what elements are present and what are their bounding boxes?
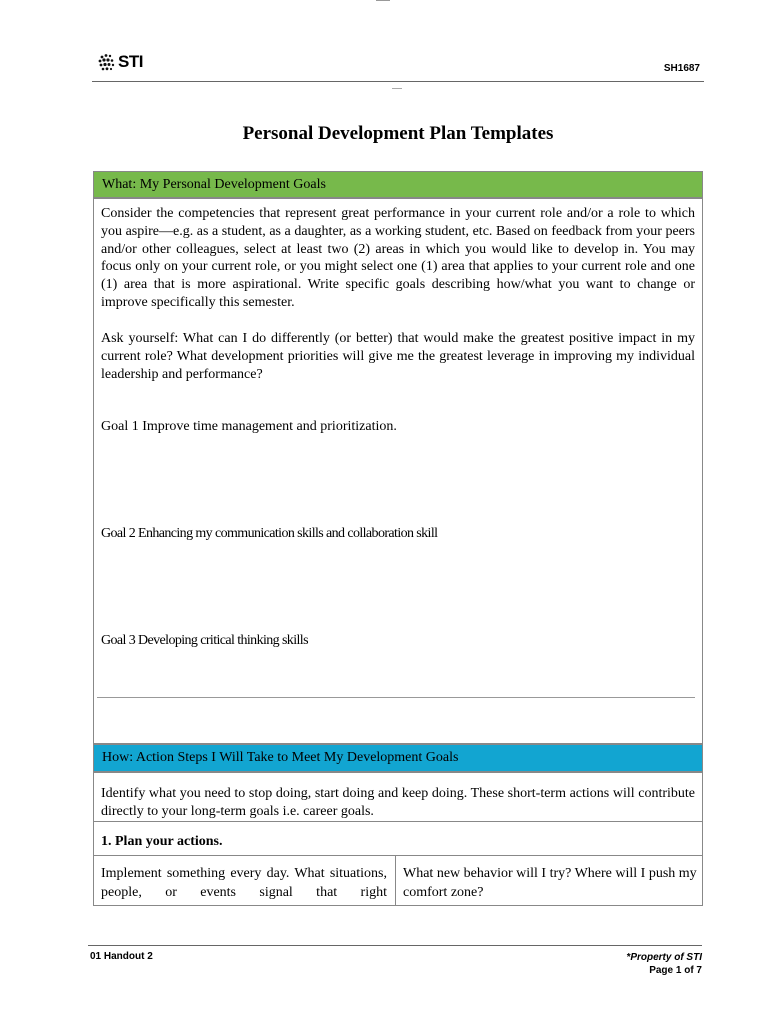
plan-right-cell: What new behavior will I try? Where will I push my comfort zone? [403,866,697,900]
what-instructions: Consider the competencies that represent great performance in your current role and/or a role to which you aspire—e.g. as a student, as a daughter, as a working student, etc. Based on feedback from your peers and/or other colleagues, select at least two (2) areas in which you would like to develop in. You may focus only on your current role, or you might select one (1) area that applies to your current role and one (1) area that is more aspirational. Write specific goals describing how/what you want to change or improve specifically this semester. [101,206,695,310]
goal-2: Goal 2 Enhancing my communication skills and collaboration skill [101,526,438,541]
goals-divider [97,697,695,698]
how-instructions: Identify what you need to stop doing, start doing and keep doing. These short-term actions will contribute directly to your long-term goals i.e. career goals. [101,786,695,819]
top-mark [376,0,390,1]
globe-icon [96,51,118,73]
document-code: SH1687 [663,63,700,74]
footer-handout: 01 Handout 2 [90,951,153,962]
header-divider [92,81,704,82]
what-section-header [93,171,703,198]
page-title: Personal Development Plan Templates [242,123,554,144]
what-ask-yourself: Ask yourself: What can I do differently (or better) that would make the greatest positive impact in my current role? What development priorities will give me the greatest leverage in improving my individual leadership and performance? [101,331,695,382]
footer-right [626,951,702,977]
footer-divider [88,945,702,946]
footer-property: *Property of STI [626,952,702,963]
header-mark [392,88,402,89]
sti-logo [96,50,143,74]
what-section-heading: What: My Personal Development Goals [102,177,326,192]
goal-1: Goal 1 Improve time management and prioritization. [101,419,397,434]
how-section-header [93,744,703,772]
plan-left-cell: Implement something every day. What situations, people, or events signal that right [101,866,387,900]
footer-page-number: Page 1 of 7 [649,965,702,976]
goal-3: Goal 3 Developing critical thinking skills [101,633,308,648]
plan-actions-label: 1. Plan your actions. [101,834,223,849]
page-header [92,48,704,82]
plan-table-column-divider [395,855,396,906]
how-section-heading: How: Action Steps I Will Take to Meet My Development Goals [102,750,459,765]
logo-text: STI [118,52,143,71]
